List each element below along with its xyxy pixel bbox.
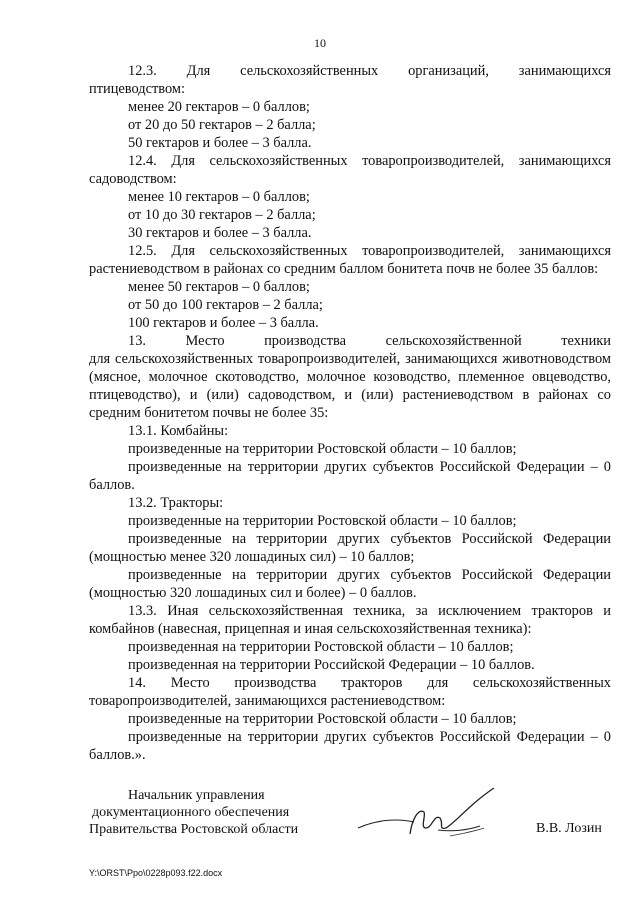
paragraph: менее 10 гектаров – 0 баллов; <box>128 189 310 205</box>
paragraph: 12.3. Для сельскохозяйственных организаций, занимающихся <box>128 63 611 79</box>
signature-block <box>89 787 298 838</box>
paragraph: менее 50 гектаров – 0 баллов; <box>128 279 310 295</box>
paragraph: от 20 до 50 гектаров – 2 балла; <box>128 117 316 133</box>
paragraph: произведенные на территории Ростовской области – 10 баллов; <box>128 513 517 529</box>
paragraph: 13.2. Тракторы: <box>128 495 224 511</box>
paragraph: произведенные на территории других субъектов Российской Федерации – 0 баллов. <box>89 459 611 493</box>
paragraph: произведенные на территории Ростовской области – 10 баллов; <box>128 711 517 727</box>
paragraph: менее 20 гектаров – 0 баллов; <box>128 99 310 115</box>
paragraph: 13.1. Комбайны: <box>128 423 229 439</box>
paragraph: для сельскохозяйственных товаропроизводителей, занимающихся животноводством (мясное, молочное скотоводство, молочное козоводство, племенное овцеводство, птицеводство), и (или) садоводством, и (или) растениеводством в районах со средним бонитетом почвы не более 35: <box>89 351 611 421</box>
signatory-position-line-3: Правительства Ростовской области <box>89 822 299 837</box>
paragraph: 12.5. Для сельскохозяйственных товаропроизводителей, занимающихся растениеводством в районах со средним баллом бонитета почв не более 35 баллов: <box>89 243 611 277</box>
paragraph: произведенная на территории Российской Федерации – 10 баллов. <box>128 657 535 673</box>
paragraph: произведенные на территории Ростовской области – 10 баллов; <box>128 441 517 457</box>
paragraph: 13. Место производства сельскохозяйственной техники <box>128 333 611 349</box>
paragraph: 13.3. Иная сельскохозяйственная техника, за исключением тракторов и комбайнов (навесная, прицепная и иная сельскохозяйственная техника): <box>89 603 611 637</box>
signatory-position-line-1: Начальник управления <box>128 788 265 803</box>
paragraph: 50 гектаров и более – 3 балла. <box>128 135 312 151</box>
document-body <box>89 62 611 764</box>
paragraph: произведенные на территории других субъектов Российской Федерации (мощностью 320 лошадиных сил и более) – 0 баллов. <box>89 567 611 601</box>
paragraph: произведенная на территории Ростовской области – 10 баллов; <box>128 639 514 655</box>
paragraph: 100 гектаров и более – 3 балла. <box>128 315 319 331</box>
page-number: 10 <box>314 36 326 50</box>
file-path-footer: Y:\ORST\Ppo\0228p093.f22.docx <box>89 868 223 878</box>
paragraph: птицеводством: <box>89 81 185 97</box>
paragraph: произведенные на территории других субъектов Российской Федерации (мощностью менее 320 лошадиных сил) – 10 баллов; <box>89 531 611 565</box>
paragraph: 30 гектаров и более – 3 балла. <box>128 225 312 241</box>
signatory-position-line-2: документационного обеспечения <box>92 805 290 820</box>
paragraph: от 50 до 100 гектаров – 2 балла; <box>128 297 323 313</box>
paragraph: 12.4. Для сельскохозяйственных товаропроизводителей, занимающихся садоводством: <box>89 153 611 187</box>
signatory-name: В.В. Лозин <box>536 821 602 836</box>
handwritten-signature <box>352 784 502 846</box>
paragraph: 14. Место производства тракторов для сельскохозяйственных товаропроизводителей, занимающихся растениеводством: <box>89 675 611 709</box>
paragraph: от 10 до 30 гектаров – 2 балла; <box>128 207 316 223</box>
paragraph: произведенные на территории других субъектов Российской Федерации – 0 баллов.». <box>89 729 611 763</box>
